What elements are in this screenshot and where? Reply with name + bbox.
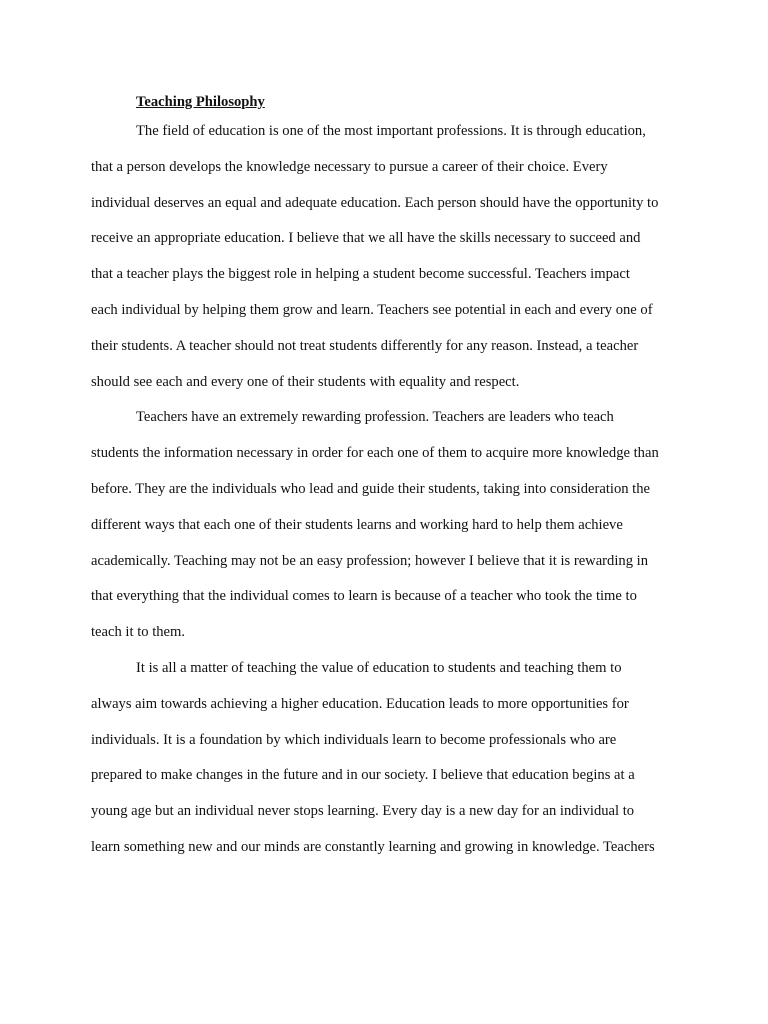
paragraph-1 xyxy=(91,114,691,400)
paragraph-line: before. They are the individuals who lead and guide their students, taking into consideration the xyxy=(91,480,651,497)
paragraph-2 xyxy=(91,400,691,651)
paragraph-line: prepared to make changes in the future and in our society. I believe that education begins at a xyxy=(91,767,635,784)
paragraph-line: always aim towards achieving a higher education. Education leads to more opportunities for xyxy=(91,695,629,712)
paragraph-line: learn something new and our minds are constantly learning and growing in knowledge. Teachers xyxy=(91,838,655,855)
paragraph-line: students the information necessary in order for each one of them to acquire more knowledge than xyxy=(91,445,659,462)
paragraph-line: that everything that the individual comes to learn is because of a teacher who took the time to xyxy=(91,588,637,605)
paragraph-line: receive an appropriate education. I believe that we all have the skills necessary to succeed and xyxy=(91,230,641,247)
paragraph-line: The field of education is one of the most important professions. It is through education, xyxy=(136,123,646,139)
paragraph-line: academically. Teaching may not be an easy profession; however I believe that it is rewarding in xyxy=(91,552,648,569)
paragraph-line: each individual by helping them grow and learn. Teachers see potential in each and every one of xyxy=(91,301,653,318)
paragraph-line: individuals. It is a foundation by which individuals learn to become professionals who are xyxy=(91,731,617,748)
paragraph-line: Teachers have an extremely rewarding profession. Teachers are leaders who teach xyxy=(136,409,614,426)
paragraph-line: It is all a matter of teaching the value of education to students and teaching them to xyxy=(136,659,622,676)
paragraph-line: should see each and every one of their students with equality and respect. xyxy=(91,373,520,390)
paragraph-line: young age but an individual never stops learning. Every day is a new day for an individual to xyxy=(91,803,635,820)
paragraph-line: teach it to them. xyxy=(91,624,186,641)
paragraph-line: that a person develops the knowledge necessary to pursue a career of their choice. Every xyxy=(91,158,608,175)
document-body xyxy=(91,90,691,866)
paragraph-line: their students. A teacher should not treat students differently for any reason. Instead, a teacher xyxy=(91,337,639,354)
paragraph-3 xyxy=(91,651,691,866)
document-title: Teaching Philosophy xyxy=(136,94,265,110)
paragraph-line: individual deserves an equal and adequate education. Each person should have the opportunity to xyxy=(91,194,659,211)
paragraph-line: different ways that each one of their students learns and working hard to help them achieve xyxy=(91,516,623,533)
paragraph-line: that a teacher plays the biggest role in helping a student become successful. Teachers impact xyxy=(91,266,630,283)
